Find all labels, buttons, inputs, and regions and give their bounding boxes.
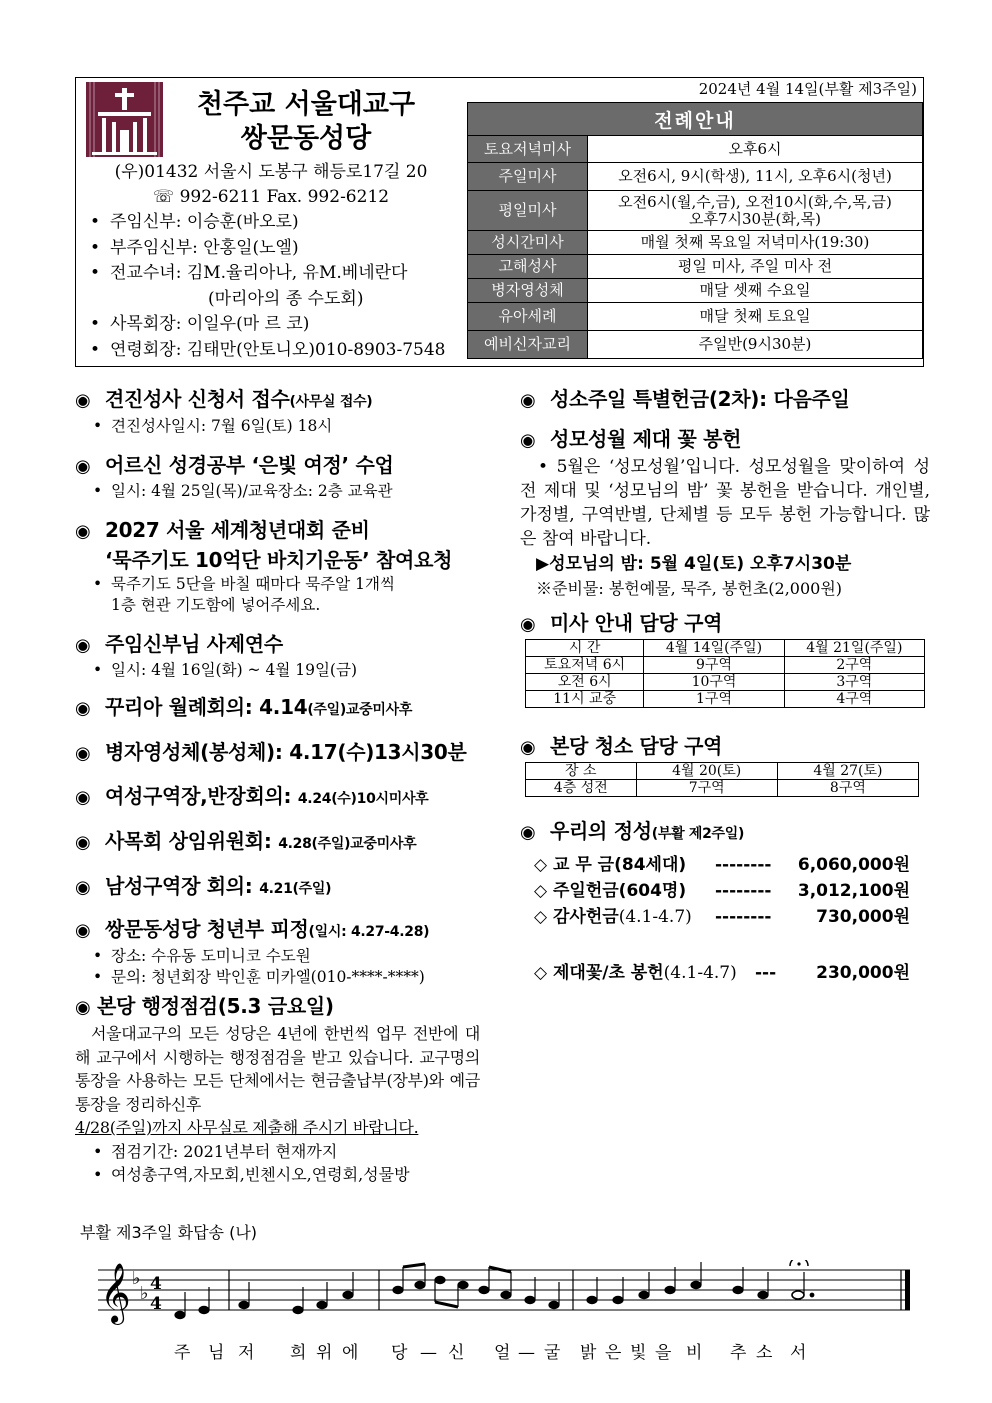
notice-bullet: • 묵주기도 5단을 바칠 때마다 묵주알 1개씩 [93, 575, 395, 593]
liturgy-value: 오전6시, 9시(학생), 11시, 오후6시(청년) [588, 163, 923, 191]
right-column [520, 385, 930, 986]
table-cell: 2구역 [784, 657, 924, 674]
table-cell: 4구역 [784, 691, 924, 708]
svg-text:신: 신 [448, 1343, 465, 1363]
table-cell: 3구역 [784, 674, 924, 691]
svg-text:빛: 빛 [630, 1343, 647, 1363]
table-cell: 토요저녁 6시 [526, 657, 644, 674]
table-cell: 10구역 [644, 674, 784, 691]
finance-row: ◇ 감사헌금(4.1-4.7) -------- 730,000원 [534, 907, 910, 927]
left-column [75, 385, 480, 1186]
svg-text:주: 주 [174, 1343, 191, 1363]
bullseye-icon: ◉ [520, 822, 536, 843]
bullseye-icon: ◉ [75, 877, 91, 898]
finance-row: ◇ 제대꽃/초 봉헌(4.1-4.7) --- 230,000원 [534, 963, 910, 983]
church-info [76, 160, 466, 363]
table-row [526, 691, 925, 708]
svg-text:—: — [518, 1343, 535, 1363]
table-header: 4월 14일(주일) [644, 640, 784, 657]
bullseye-icon: ◉ [75, 787, 91, 808]
music-staff [98, 1260, 914, 1370]
svg-text:에: 에 [342, 1343, 359, 1363]
table-header: 4월 21일(주일) [784, 640, 924, 657]
liturgy-value: 매달 셋째 수요일 [588, 279, 923, 303]
table-row [526, 640, 925, 657]
notice-bullet: • 여성총구역,자모회,빈첸시오,연령회,성물방 [93, 1164, 410, 1184]
bullseye-icon: ◉ [520, 430, 536, 451]
table-cell: 1구역 [644, 691, 784, 708]
notice-title: ◉ 남성구역장 회의: 4.21(주일) [75, 872, 480, 903]
finance-row: ◇ 주일헌금(604명) -------- 3,012,100원 [534, 881, 910, 901]
flat-icon: ♭ [132, 1268, 141, 1289]
svg-text:님: 님 [208, 1343, 225, 1363]
notice-title: ◉ 꾸리아 월례회의: 4.14(주일)교중미사후 [75, 693, 480, 724]
notice-bullet-cont: 1층 현관 기도함에 넣어주세요. [111, 596, 321, 614]
finance-row: ◇ 교 무 금(84세대) -------- 6,060,000원 [534, 855, 910, 875]
notice-title: ◉ 미사 안내 담당 구역 [520, 609, 930, 639]
svg-text:—: — [420, 1343, 437, 1363]
notice-bullet: • 견진성사일시: 7월 6일(토) 18시 [93, 417, 333, 435]
bullseye-icon: ◉ [75, 521, 91, 542]
bullseye-icon: ◉ [75, 456, 91, 477]
svg-text:위: 위 [316, 1343, 333, 1363]
treble-clef-icon: 𝄞 [100, 1263, 131, 1323]
note-line: ※준비물: 봉헌예물, 묵주, 봉헌초(2,000원) [536, 579, 843, 598]
svg-text:은: 은 [605, 1343, 622, 1363]
table-header: 4월 27(토) [777, 763, 918, 780]
staff-item: (마리아의 종 수도회) [208, 288, 364, 309]
staff-item: • 연령회장: 김태만(안토니오)010-8903-7548 [90, 339, 446, 360]
svg-text:서: 서 [790, 1343, 807, 1363]
svg-text:추: 추 [730, 1343, 747, 1363]
church-address: (우)01432 서울시 도봉구 해등로17길 20 [114, 162, 428, 182]
notice-title: ◉ 견진성사 신청서 접수(사무실 접수) [75, 385, 480, 416]
mass-duty-table [525, 639, 925, 708]
notice-title: ◉ 본당 행정점검(5.3 금요일) [75, 992, 480, 1022]
cleaning-duty-table [525, 762, 919, 797]
time-sig-top: 4 [150, 1274, 162, 1294]
header-box [75, 77, 924, 367]
svg-text:당: 당 [391, 1343, 408, 1363]
liturgy-title: 전례안내 [468, 103, 923, 136]
notice-title: ◉ 성소주일 특별헌금(2차): 다음주일 [520, 385, 930, 415]
notice-title: ◉ 사목회 상임위원회: 4.28(주일)교중미사후 [75, 827, 480, 858]
notice-paragraph-underline: 4/28(주일)까지 사무실로 제출해 주시기 바랍니다. [75, 1118, 419, 1137]
bullseye-icon: ◉ [75, 920, 91, 941]
church-phone: ☏ 992-6211 Fax. 992-6212 [152, 187, 390, 207]
bullseye-icon: ◉ [75, 698, 91, 719]
table-row [526, 674, 925, 691]
liturgy-value: 오후6시 [588, 136, 923, 163]
notice-title: ◉ 우리의 정성(부활 제2주일) [520, 817, 930, 848]
notice-title: ◉ 쌍문동성당 청년부 피정(일시: 4.27-4.28) [75, 915, 480, 946]
table-cell: 오전 6시 [526, 674, 644, 691]
notice-title: ◉ 여성구역장,반장회의: 4.24(수)10시미사후 [75, 782, 480, 813]
liturgy-label: 병자영성체 [468, 279, 588, 303]
liturgy-label: 유아세례 [468, 303, 588, 331]
table-header: 장 소 [526, 763, 637, 780]
notice-bullet: • 문의: 청년회장 박인훈 미카엘(010-****-****) [93, 968, 425, 986]
notice-title: ◉ 2027 서울 세계청년대회 준비 ‘묵주기도 10억단 바치기운동’ 참여요청 [75, 518, 453, 572]
notice-paragraph: 서울대교구의 모든 성당은 4년에 한번씩 업무 전반에 대해 교구에서 시행하는 행정점검을 받고 있습니다. 교구명의 통장을 사용하는 모든 단체에서는 현금출납부(장부)와 예금통장을 정리하신후 [75, 1024, 480, 1114]
notice-title: ◉ 성모성월 제대 꽃 봉헌 [520, 425, 930, 455]
church-logo [86, 82, 163, 157]
table-cell: 4층 성전 [526, 780, 637, 797]
table-cell: 7구역 [636, 780, 777, 797]
liturgy-label: 토요저녁미사 [468, 136, 588, 163]
table-row [526, 780, 919, 797]
table-cell: 11시 교중 [526, 691, 644, 708]
staff-list [76, 210, 466, 363]
table-header: 시 간 [526, 640, 644, 657]
svg-text:소: 소 [756, 1343, 773, 1363]
flat-icon: ♭ [140, 1283, 149, 1304]
notice-bullet: • 장소: 수유동 도미니코 수도원 [93, 947, 311, 965]
notice-bullet: • 일시: 4월 16일(화) ~ 4월 19일(금) [93, 661, 357, 679]
table-row [526, 657, 925, 674]
bullseye-icon: ◉ [75, 390, 91, 411]
svg-text:희: 희 [290, 1343, 307, 1363]
liturgy-label: 고해성사 [468, 255, 588, 279]
bullseye-icon: ◉ [75, 635, 91, 656]
liturgy-table [467, 102, 923, 359]
staff-item: • 사목회장: 이일우(마 르 코) [90, 314, 310, 334]
svg-text:을: 을 [655, 1343, 672, 1363]
svg-text:비: 비 [686, 1343, 703, 1363]
svg-text:얼: 얼 [494, 1343, 511, 1363]
notice-bullet: • 일시: 4월 25일(목)/교육장소: 2층 교육관 [93, 482, 393, 500]
svg-text:저: 저 [238, 1343, 255, 1363]
notice-bullet: • 점검기간: 2021년부터 현재까지 [93, 1141, 338, 1161]
staff-item: • 전교수녀: 김M.율리아나, 유M.베네란다 [90, 263, 408, 283]
notice-title: ◉ 병자영성체(봉성체): 4.17(수)13시30분 [75, 738, 480, 768]
staff-item: • 부주임신부: 안홍일(노엘) [90, 237, 299, 258]
staff-item: • 주임신부: 이승훈(바오로) [90, 212, 299, 232]
table-row [526, 763, 919, 780]
notice-title: ◉ 본당 청소 담당 구역 [520, 732, 930, 762]
liturgy-value: 매달 첫째 토요일 [588, 303, 923, 331]
liturgy-value: 오전6시(월,수,금), 오전10시(화,수,목,금) 오후7시30분(화,목) [588, 191, 923, 231]
bullseye-icon: ◉ [75, 832, 91, 853]
event-line: ▶성모님의 밤: 5월 4일(토) 오후7시30분 [536, 554, 852, 574]
notice-paragraph: • 5월은 ‘성모성월’입니다. 성모성월을 맞이하여 성전 제대 및 ‘성모님의 밤’ 꽃 봉헌을 받습니다. 개인별, 가정별, 구역반별, 단체별 등 모두 봉헌 가능합니다. 많은 참여 바랍니다. [520, 457, 930, 549]
bullseye-icon: ◉ [520, 390, 536, 411]
liturgy-label: 성시간미사 [468, 231, 588, 255]
svg-text:밝: 밝 [580, 1343, 597, 1363]
staff-lines [98, 1270, 910, 1310]
bullseye-icon: ◉ [75, 997, 91, 1018]
bullseye-icon: ◉ [520, 614, 536, 635]
issue-date: 2024년 4월 14일(부활 제3주일) [698, 80, 917, 98]
church-line1: 천주교 서울대교구 [196, 89, 416, 120]
liturgy-label: 주일미사 [468, 163, 588, 191]
svg-text:굴: 굴 [544, 1343, 561, 1363]
bullseye-icon: ◉ [520, 737, 536, 758]
bullseye-icon: ◉ [75, 743, 91, 764]
liturgy-label: 평일미사 [468, 191, 588, 231]
church-name [176, 88, 436, 156]
liturgy-value: 주일반(9시30분) [588, 331, 923, 359]
liturgy-value: 평일 미사, 주일 미사 전 [588, 255, 923, 279]
table-cell: 8구역 [777, 780, 918, 797]
psalm-title: 부활 제3주일 화답송 (나) [80, 1223, 258, 1242]
table-cell: 9구역 [644, 657, 784, 674]
notice-title: ◉ 주임신부님 사제연수 [75, 630, 480, 660]
liturgy-label: 예비신자교리 [468, 331, 588, 359]
lyrics [174, 1342, 806, 1363]
liturgy-value: 매월 첫째 목요일 저녁미사(19:30) [588, 231, 923, 255]
church-line2: 쌍문동성당 [240, 123, 372, 154]
time-sig-bottom: 4 [150, 1294, 162, 1314]
notice-title: ◉ 어르신 성경공부 ‘은빛 여정’ 수업 [75, 451, 480, 481]
finance-list [520, 852, 930, 986]
table-header: 4월 20(토) [636, 763, 777, 780]
